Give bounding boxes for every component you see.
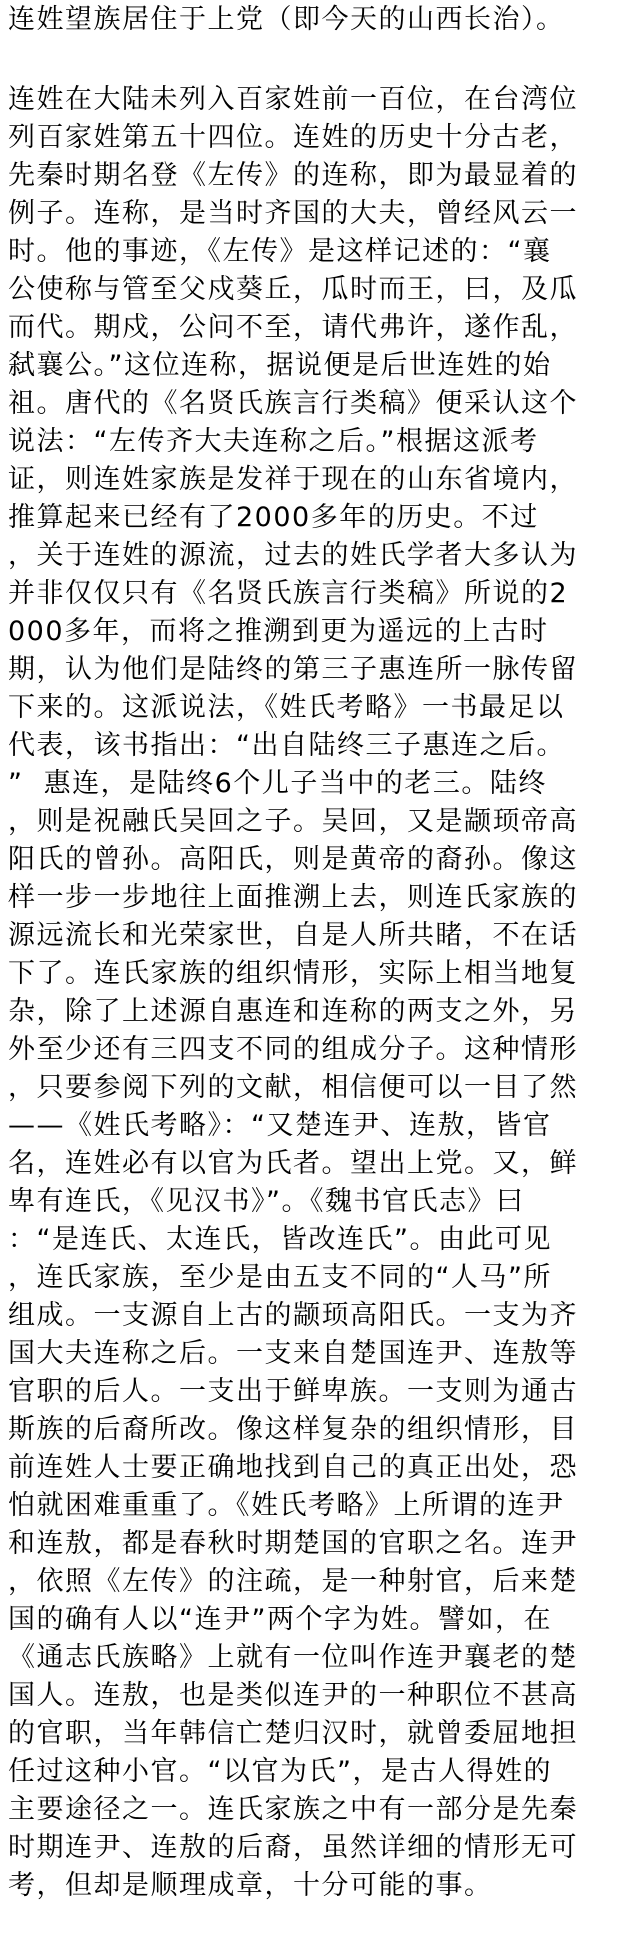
- body-line: 名，连姓必有以官为氏者。望出上党。又，鲜: [8, 1148, 578, 1179]
- body-line: ——《姓氏考略》：“又楚连尹、连敖，皆官: [8, 1110, 552, 1141]
- body-line: 而代。期戍，公问不至，请代弗许，遂作乱，: [8, 312, 578, 343]
- body-line: 公使称与管至父戍葵丘，瓜时而王，曰，及瓜: [8, 274, 578, 305]
- body-line: 外至少还有三四支不同的组成分子。这种情形: [8, 1034, 578, 1065]
- body-line: 推算起来已经有了2000多年的历史。不过: [8, 502, 539, 533]
- body-line: 组成。一支源自上古的颛顼高阳氏。一支为齐: [8, 1300, 578, 1331]
- body-line: 例子。连称，是当时齐国的大夫，曾经风云一: [8, 198, 578, 229]
- body-line: 源远流长和光荣家世，自是人所共睹，不在话: [8, 920, 578, 951]
- body-line: 连姓在大陆未列入百家姓前一百位，在台湾位: [8, 84, 578, 115]
- body-line: 样一步一步地往上面推溯上去，则连氏家族的: [8, 882, 578, 913]
- body-line: 弑襄公。”这位连称，据说便是后世连姓的始: [8, 350, 552, 381]
- body-line: 《通志氏族略》上就有一位叫作连尹襄老的楚: [8, 1642, 578, 1673]
- body-line: 并非仅仅只有《名贤氏族言行类稿》所说的2: [8, 578, 569, 609]
- body-line: 说法：“左传齐大夫连称之后。”根据这派考: [8, 426, 539, 457]
- body-line: 斯族的后裔所改。像这样复杂的组织情形，目: [8, 1414, 578, 1445]
- body-line: ，连氏家族，至少是由五支不同的“人马”所: [8, 1262, 552, 1293]
- body-line: ，则是祝融氏吴回之子。吴回，又是颛顼帝高: [8, 806, 578, 837]
- body-line: ” 惠连，是陆终6个儿子当中的老三。陆终: [8, 768, 547, 799]
- body-line: 阳氏的曾孙。高阳氏，则是黄帝的裔孙。像这: [8, 844, 578, 875]
- body-line: 国大夫连称之后。一支来自楚国连尹、连敖等: [8, 1338, 578, 1369]
- article-title: 连姓望族居住于上党（即今天的山西长治）。: [8, 4, 565, 35]
- body-line: ，关于连姓的源流，过去的姓氏学者大多认为: [8, 540, 578, 571]
- body-line: 官职的后人。一支出于鲜卑族。一支则为通古: [8, 1376, 578, 1407]
- body-line: 祖。唐代的《名贤氏族言行类稿》便采认这个: [8, 388, 578, 419]
- body-line: 下来的。这派说法，《姓氏考略》一书最足以: [8, 692, 565, 723]
- body-line: 000多年，而将之推溯到更为遥远的上古时: [8, 616, 549, 647]
- body-line: ，依照《左传》的注疏，是一种射官，后来楚: [8, 1566, 578, 1597]
- body-line: 先秦时期名登《左传》的连称，即为最显着的: [8, 160, 578, 191]
- body-line: 任过这种小官。“以官为氏”，是古人得姓的: [8, 1756, 552, 1787]
- body-line: 的官职，当年韩信亡楚归汉时，就曾委屈地担: [8, 1718, 578, 1749]
- body-line: 考，但却是顺理成章，十分可能的事。: [8, 1870, 493, 1901]
- body-line: 国人。连敖，也是类似连尹的一种职位不甚高: [8, 1680, 578, 1711]
- body-line: 时期连尹、连敖的后裔，虽然详细的情形无可: [8, 1832, 578, 1863]
- body-line: 代表，该书指出：“出自陆终三子惠连之后。: [8, 730, 565, 761]
- body-line: 杂，除了上述源自惠连和连称的两支之外，另: [8, 996, 578, 1027]
- body-line: ：“是连氏、太连氏，皆改连氏”。由此可见: [8, 1224, 552, 1255]
- body-line: 前连姓人士要正确地找到自己的真正出处，恐: [8, 1452, 578, 1483]
- body-line: 卑有连氏，《见汉书》”。《魏书官氏志》曰: [8, 1186, 525, 1217]
- body-line: 证，则连姓家族是发祥于现在的山东省境内，: [8, 464, 578, 495]
- body-line: 国的确有人以“连尹”两个字为姓。譬如，在: [8, 1604, 552, 1635]
- body-line: 怕就困难重重了。《姓氏考略》上所谓的连尹: [8, 1490, 565, 1521]
- body-line: 主要途径之一。连氏家族之中有一部分是先秦: [8, 1794, 578, 1825]
- body-line: 和连敖，都是春秋时期楚国的官职之名。连尹: [8, 1528, 578, 1559]
- body-line: ，只要参阅下列的文献，相信便可以一目了然: [8, 1072, 578, 1103]
- body-line: 时。他的事迹，《左传》是这样记述的：“襄: [8, 236, 552, 267]
- body-line: 列百家姓第五十四位。连姓的历史十分古老，: [8, 122, 578, 153]
- body-line: 期，认为他们是陆终的第三子惠连所一脉传留: [8, 654, 578, 685]
- body-line: 下了。连氏家族的组织情形，实际上相当地复: [8, 958, 578, 989]
